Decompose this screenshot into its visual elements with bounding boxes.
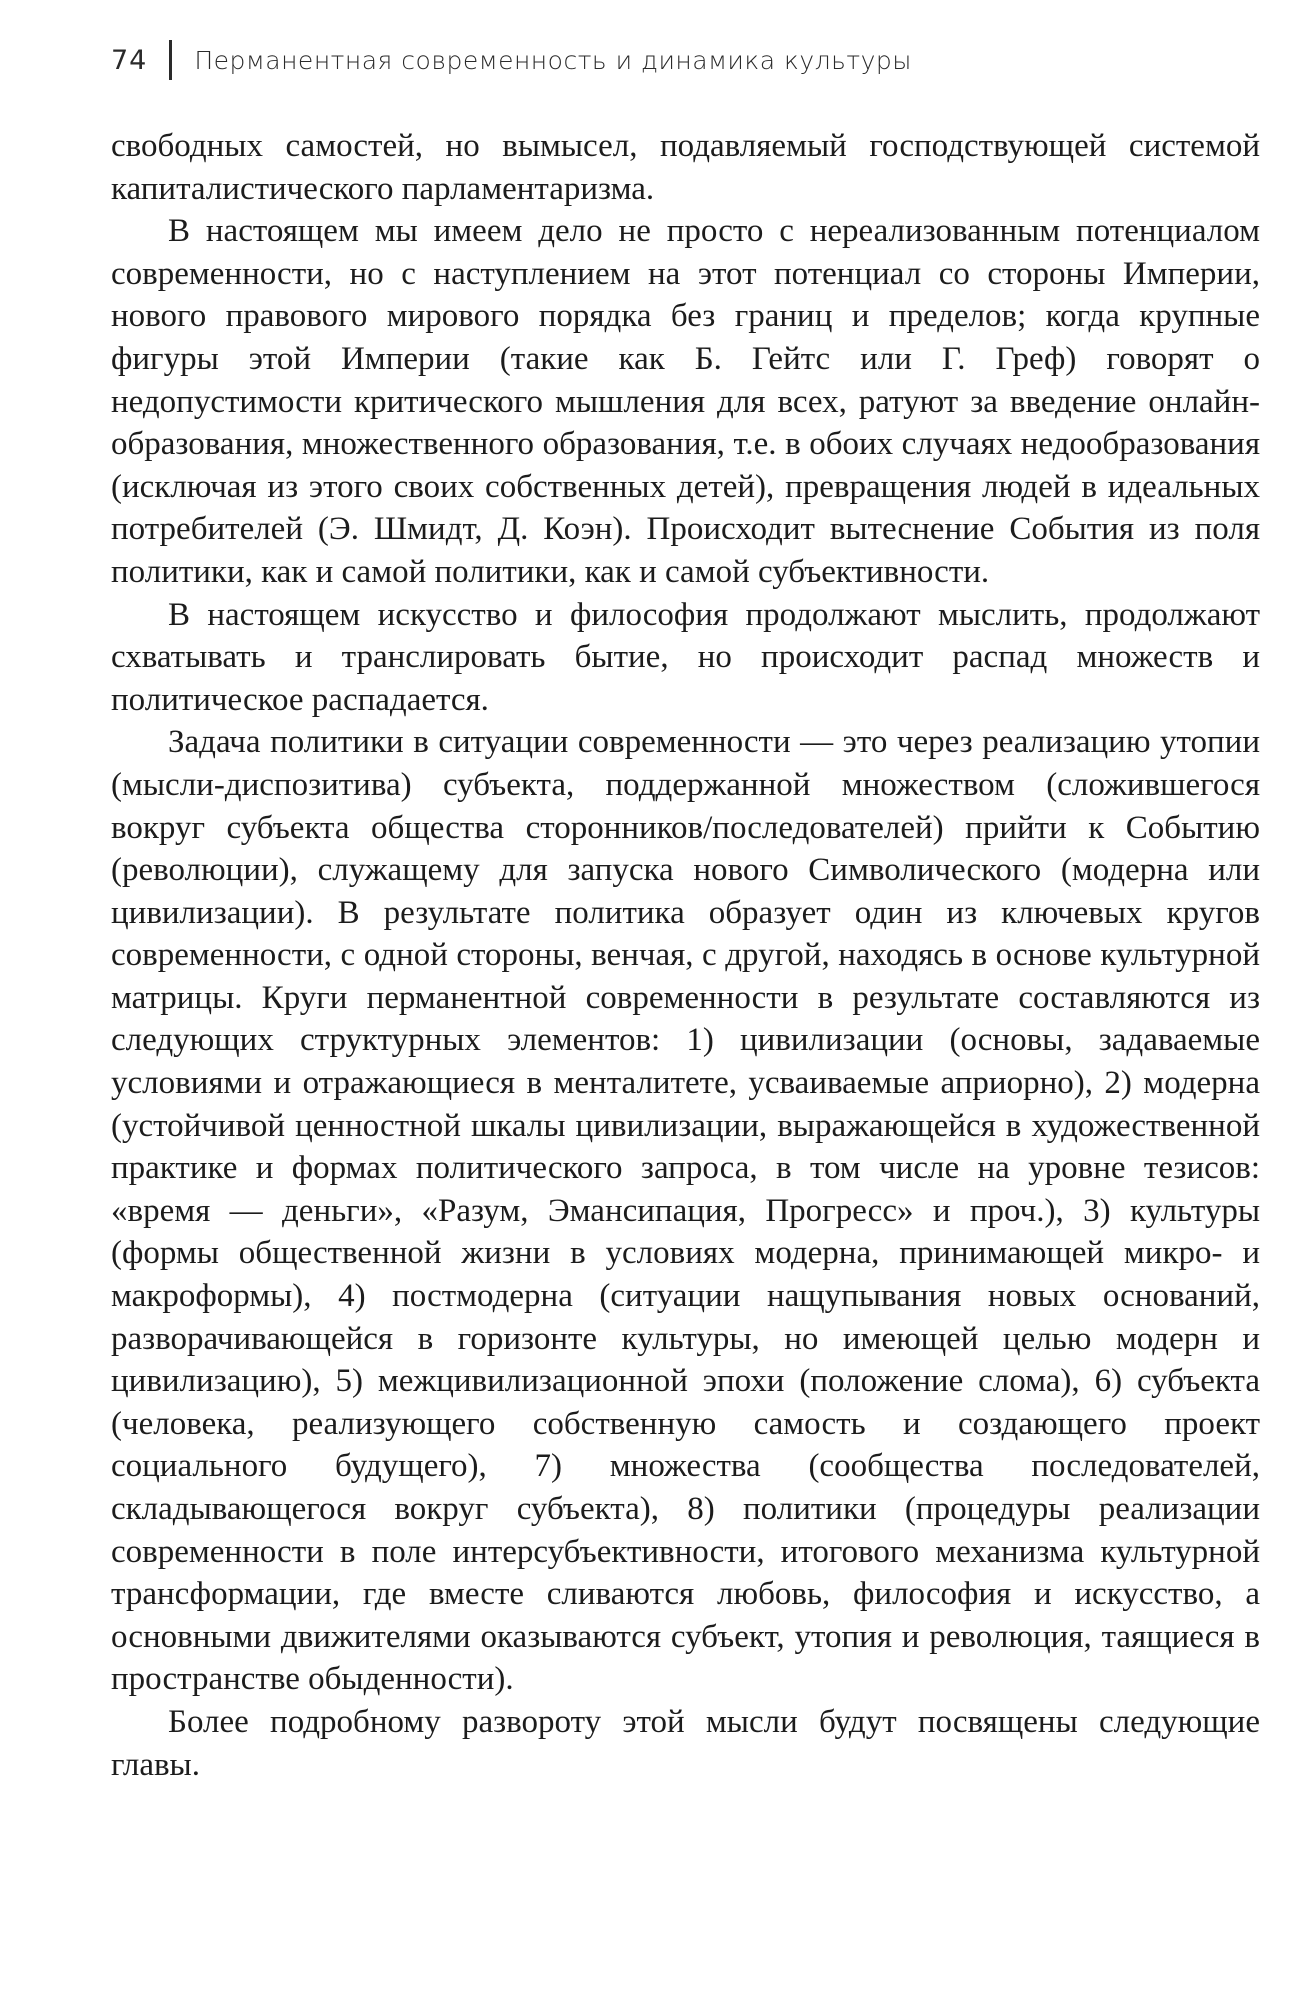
header-divider — [169, 40, 172, 80]
running-title: Перманентная современность и динамика культуры — [194, 45, 912, 75]
page-number: 74 — [111, 44, 148, 76]
body-text — [111, 125, 1260, 1786]
paragraph-3: В настоящем искусство и философия продолжают мыслить, продолжают схватывать и транслировать бытие, но происходит распад множеств и политическое распадается. — [111, 596, 1260, 718]
paragraph-2: В настоящем мы имеем дело не просто с нереализованным потенциалом современности, но с наступлением на этот потенциал со стороны Империи, нового правового мирового порядка без границ и пределов; когда крупные фигуры этой Империи (такие как Б. Гейтс или Г. Греф) говорят о недопустимости критического мышления для всех, ратуют за введение онлайн-образования, множественного образования, т.е. в обоих случаях недообразования (исключая из этого своих собственных детей), превращения людей в идеальных потребителей (Э. Шмидт, Д. Коэн). Происходит вытеснение События из поля политики, как и самой политики, как и самой субъективности. — [111, 213, 1260, 590]
running-header — [111, 38, 1261, 82]
paragraph-1: свободных самостей, но вымысел, подавляемый господствующей системой капиталистического парламентаризма. — [111, 128, 1260, 207]
paragraph-4: Задача политики в ситуации современности — это через реализацию утопии (мысли-диспозитива) субъекта, поддержанной множеством (сложившегося вокруг субъекта общества сторонников/последователей) прийти к Событию (революции), служащему для запуска нового Символического (модерна или цивилизации). В результате политика образует один из ключевых кругов современности, с одной стороны, венчая, с другой, находясь в основе культурной матрицы. Круги перманентной современности в результате составляются из следующих структурных элементов: 1) цивилизации (основы, задаваемые условиями и отражающиеся в менталитете, усваиваемые априорно), 2) модерна (устойчивой ценностной шкалы цивилизации, выражающейся в художественной практике и формах политического запроса, в том числе на уровне тезисов: «время — деньги», «Разум, Эмансипация, Прогресс» и проч.), 3) культуры (формы общественной жизни в условиях модерна, принимающей микро- и макроформы), 4) постмодерна (ситуации нащупывания новых оснований, разворачивающейся в горизонте культуры, но имеющей целью модерн и цивилизацию), 5) межцивилизационной эпохи (положение слома), 6) субъекта (человека, реализующего собственную самость и создающего проект социального будущего), 7) множества (сообщества последователей, складывающегося вокруг субъекта), 8) политики (процедуры реализации современности в поле интерсубъективности, итогового механизма культурной трансформации, где вместе сливаются любовь, философия и искусство, а основными движителями оказываются субъект, утопия и революция, таящиеся в пространстве обыденности). — [111, 724, 1260, 1698]
paragraph-5: Более подробному развороту этой мысли будут посвящены следующие главы. — [111, 1703, 1260, 1783]
